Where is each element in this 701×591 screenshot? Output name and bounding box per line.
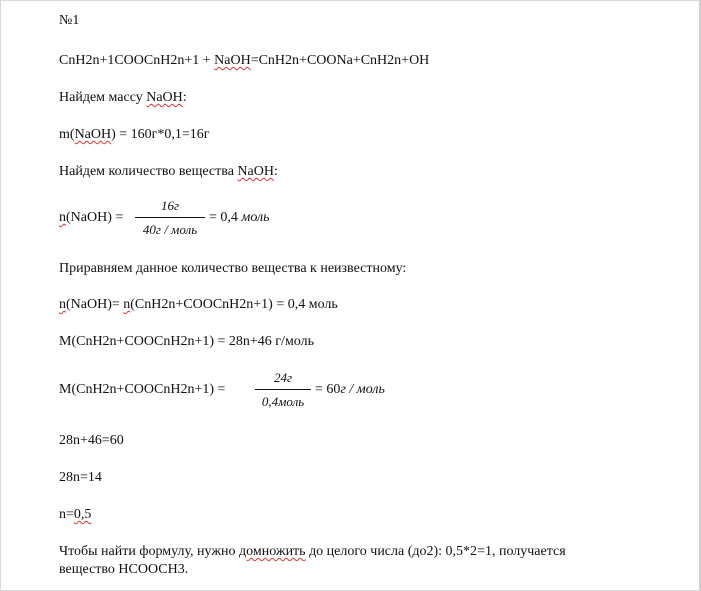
amount-denominator: 40г / моль bbox=[142, 222, 198, 237]
find-amount-naoh: NaOH bbox=[237, 164, 274, 179]
amount-result-unit: моль bbox=[241, 210, 270, 225]
equation-3-n: n= bbox=[59, 507, 74, 522]
conclusion-line-1 bbox=[59, 544, 566, 560]
molar-fraction-bar bbox=[255, 389, 311, 390]
equation-3 bbox=[59, 507, 91, 523]
mass-calc-result: ) = 160г*0,1=16г bbox=[111, 127, 210, 142]
equate-equation bbox=[59, 297, 338, 313]
equate-rest: (CnH2n+COOCnH2n+1) = 0,4 моль bbox=[130, 297, 338, 312]
problem-number bbox=[59, 13, 79, 29]
conclusion-text-a: Чтобы найти формулу, нужно bbox=[59, 544, 240, 559]
equate-naoh: (NaOH)= bbox=[66, 297, 124, 312]
equate-heading bbox=[59, 261, 406, 277]
reaction-naoh: NaOH bbox=[214, 53, 251, 68]
molar-result-unit: г / моль bbox=[340, 382, 385, 397]
conclusion-line-2 bbox=[59, 562, 188, 578]
molar-result bbox=[315, 382, 385, 398]
amount-fraction-equation bbox=[59, 197, 319, 241]
molar-mass-text: M(CnH2n+COOCnH2n+1) = 28n+46 г/моль bbox=[59, 334, 314, 349]
reaction-equation bbox=[59, 53, 429, 69]
equate-n1: n bbox=[59, 297, 66, 312]
amount-lhs-text: (NaOH) = bbox=[66, 210, 124, 225]
reaction-part-a: CnH2n+1COOCnH2n+1 + bbox=[59, 53, 215, 68]
molar-numerator: 24г bbox=[273, 370, 293, 385]
equation-2 bbox=[59, 470, 102, 486]
reaction-part-c: =CnH2n+COONa+CnH2n+OH bbox=[250, 53, 430, 68]
amount-result bbox=[209, 210, 269, 226]
problem-number-text: №1 bbox=[59, 13, 80, 28]
find-amount-colon: : bbox=[273, 164, 278, 179]
amount-numerator: 16г bbox=[160, 198, 180, 213]
conclusion-text-c: до целого числа (до2): 0,5*2=1, получается bbox=[305, 544, 566, 559]
equation-2-text: 28n=14 bbox=[59, 470, 102, 485]
amount-result-value: = 0,4 bbox=[209, 210, 238, 225]
molar-denominator: 0,4моль bbox=[261, 394, 305, 409]
mass-calc-naoh: NaOH bbox=[74, 127, 112, 142]
molar-fraction-equation bbox=[59, 369, 419, 413]
amount-n: n bbox=[59, 210, 66, 225]
mass-calc-m: m( bbox=[59, 127, 75, 142]
equate-text: Приравняем данное количество вещества к неизвестному: bbox=[59, 261, 407, 276]
conclusion-text-d: вещество НСООСН3. bbox=[59, 562, 189, 577]
find-mass-naoh: NaOH bbox=[146, 90, 183, 105]
molar-mass-equation bbox=[59, 334, 314, 350]
molar-result-value: = 60 bbox=[315, 382, 341, 397]
amount-lhs bbox=[59, 210, 123, 226]
find-amount-text: Найдем количество вещества bbox=[59, 164, 238, 179]
find-amount-heading bbox=[59, 164, 278, 180]
conclusion-word-domnozhit: домножить bbox=[239, 544, 306, 559]
equation-1-text: 28n+46=60 bbox=[59, 433, 124, 448]
mass-calculation bbox=[59, 127, 210, 143]
molar-lhs: M(CnH2n+COOCnH2n+1) = bbox=[59, 382, 226, 397]
equate-n2: n bbox=[123, 297, 131, 312]
amount-fraction-bar bbox=[135, 217, 205, 218]
find-mass-heading bbox=[59, 90, 187, 106]
equation-3-value: 0,5 bbox=[73, 507, 92, 522]
find-mass-colon: : bbox=[182, 90, 187, 105]
find-mass-text: Найдем массу bbox=[59, 90, 147, 105]
equation-1 bbox=[59, 433, 124, 449]
